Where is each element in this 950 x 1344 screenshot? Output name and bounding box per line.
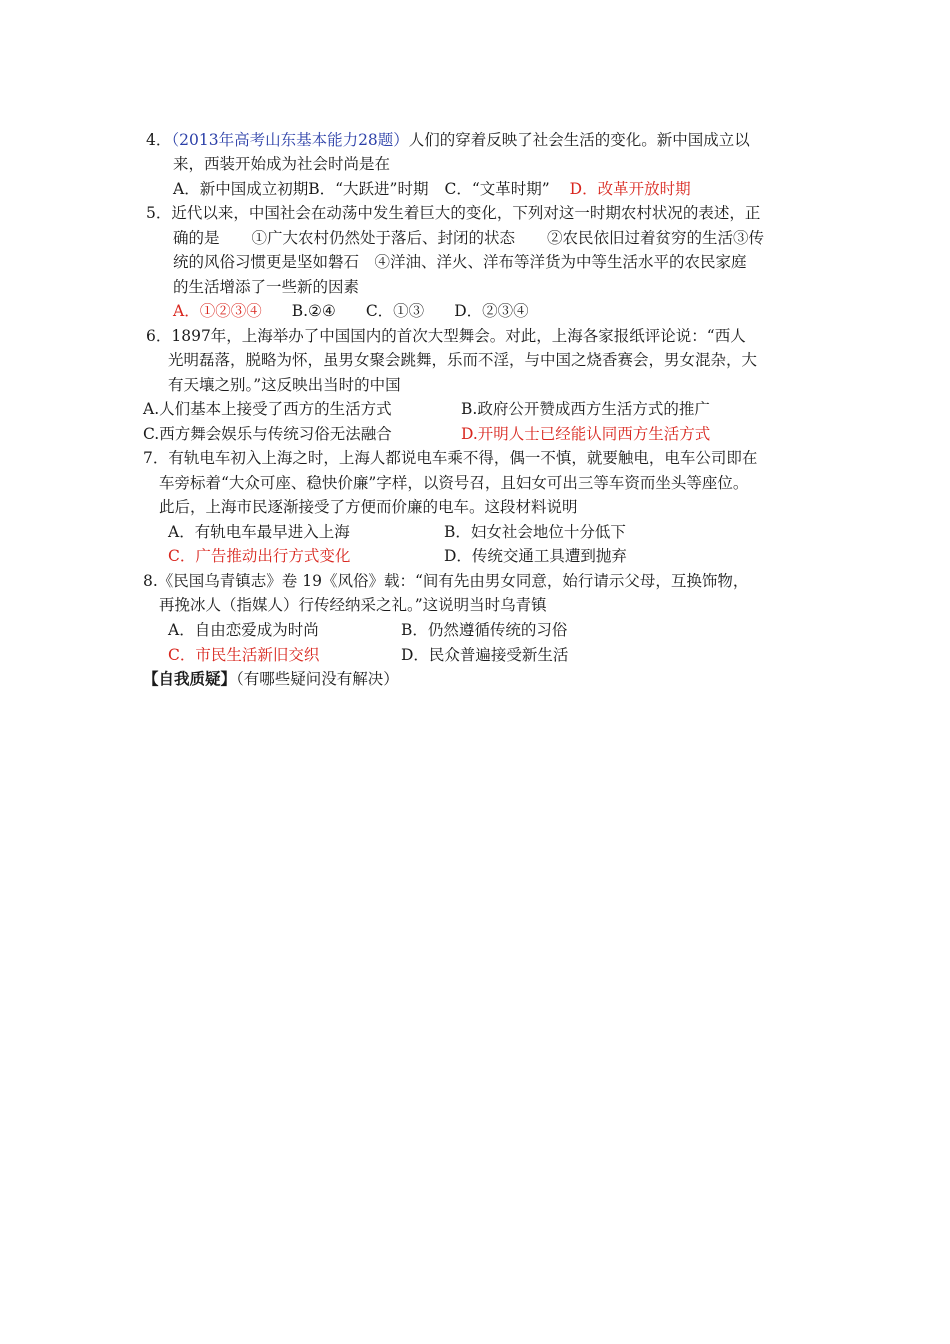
- q5-line1: 5．近代以来，中国社会在动荡中发生着巨大的变化，下列对这一时期农村状况的表述，正: [146, 204, 761, 222]
- q8-line2: 再挽冰人（指媒人）行传经纳采之礼。”这说明当时乌青镇: [159, 596, 547, 614]
- self-question-label: 【自我质疑】: [143, 669, 237, 688]
- q7-option-b: B．妇女社会地位十分低下: [444, 523, 626, 541]
- q6-line3: 有天壤之别。”这反映出当时的中国: [168, 376, 401, 394]
- q8-option-d: D．民众普遍接受新生活: [401, 646, 569, 664]
- self-question-section: [143, 667, 399, 691]
- q8-line1: 8.《民国乌青镇志》卷 19《风俗》载：“间有先由男女同意，始行请示父母，互换饰物，: [143, 572, 749, 590]
- q4-option-c: C．“文革时期”: [444, 180, 550, 198]
- q7-line2: 车旁标着“大众可座、稳快价廉”字样，以资号召，且妇女可出三等车资而坐头等座位。: [159, 474, 749, 492]
- q4-option-a: A．新中国成立初期: [173, 180, 309, 198]
- q5-option-c: C．①③: [365, 302, 425, 320]
- self-question-note: （有哪些疑问没有解决）: [236, 670, 399, 688]
- q5-options: [173, 299, 529, 323]
- q4-number: 4．: [146, 131, 172, 149]
- q5-line2-a: 确的是: [173, 229, 220, 247]
- q8-option-c: C．市民生活新旧交织: [168, 646, 320, 664]
- q7-option-a: A．有轨电车最早进入上海: [168, 523, 350, 541]
- q7-line1: 7．有轨电车初入上海之时，上海人都说电车乘不得，偶一不慎，就要触电，电车公司即在: [143, 449, 758, 467]
- q4-source: （2013年高考山东基本能力28题）: [171, 131, 409, 149]
- q5-line2-b: ①广大农村仍然处于落后、封闭的状态: [251, 229, 516, 247]
- q6-option-a: A.人们基本上接受了西方的生活方式: [143, 400, 392, 418]
- q5-line4: 的生活增添了一些新的因素: [173, 278, 360, 296]
- q5-option-b: B.②④: [291, 302, 336, 320]
- q6-option-d: D.开明人士已经能认同西方生活方式: [461, 425, 711, 443]
- q5-line3: 统的风俗习惯更是坚如磐石 ④洋油、洋火、洋布等洋货为中等生活水平的农民家庭: [173, 253, 747, 271]
- q5-option-d: D．②③④: [454, 302, 529, 320]
- q7-line3: 此后，上海市民逐渐接受了方便而价廉的电车。这段材料说明: [159, 498, 578, 516]
- q4-option-d: D．改革开放时期: [569, 180, 691, 198]
- q6-line1: 6．1897年，上海举办了中国国内的首次大型舞会。对此，上海各家报纸评论说：“西人: [146, 327, 746, 345]
- q4-options: [173, 177, 691, 201]
- q6-option-b: B.政府公开赞成西方生活方式的推广: [461, 400, 710, 418]
- q4-stem-1: 人们的穿着反映了社会生活的变化。新中国成立以: [408, 131, 750, 149]
- q7-option-c: C．广告推动出行方式变化: [168, 547, 351, 565]
- q7-option-d: D．传统交通工具遭到抛弃: [444, 547, 627, 565]
- q8-option-a: A．自由恋爱成为时尚: [168, 621, 319, 639]
- q4-option-b: B．“大跃进”时期: [308, 180, 429, 198]
- q8-option-b: B．仍然遵循传统的习俗: [401, 621, 568, 639]
- q5-line2: [173, 226, 764, 250]
- q4-line1: [146, 128, 750, 152]
- q6-option-c: C.西方舞会娱乐与传统习俗无法融合: [143, 425, 392, 443]
- q4-stem-2: 来，西装开始成为社会时尚是在: [173, 155, 391, 173]
- q5-line2-c: ②农民依旧过着贫穷的生活③传: [547, 229, 765, 247]
- q5-option-a: A．①②③④: [173, 302, 262, 320]
- q6-line2: 光明磊落，脱略为怀，虽男女聚会跳舞，乐而不淫，与中国之烧香赛会，男女混杂，大: [168, 351, 758, 369]
